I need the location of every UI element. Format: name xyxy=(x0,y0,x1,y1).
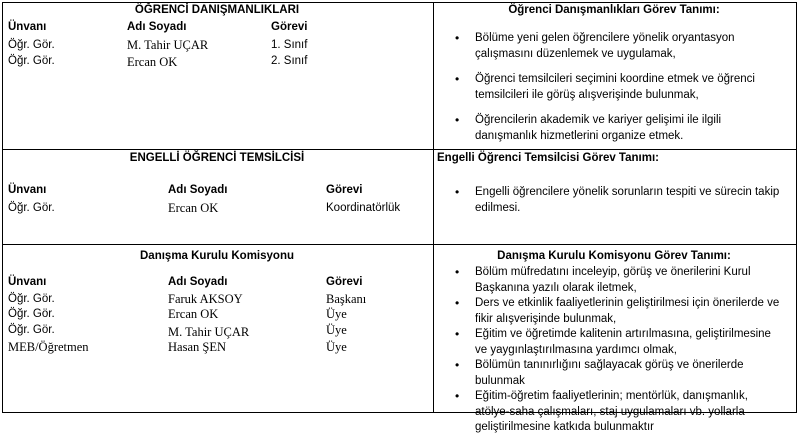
s3-duty-title: Danışma Kurulu Komisyonu Görev Tanımı: xyxy=(497,250,731,262)
advisory-board-title: Danışma Kurulu Komisyonu xyxy=(140,250,294,262)
s1-row2-name: Ercan OK xyxy=(127,55,178,69)
student-advisory-title: ÖĞRENCİ DANIŞMANLIKLARI xyxy=(134,4,300,16)
s2-duty-list xyxy=(475,184,780,216)
s2-row1-role: Koordinatörlük xyxy=(326,202,401,214)
s3-duty-item: • Bölümün tanınırlığını sağlayacak görüş ve önerilerde bulunmak xyxy=(475,358,780,389)
s1-row1-name: M. Tahir UÇAR xyxy=(127,38,209,52)
s1-header-title: Ünvanı xyxy=(8,21,47,33)
s3-row4-title: MEB/Öğretmen xyxy=(8,340,89,354)
s1-duty-item: • Öğrenci temsilcileri seçimini koordine etmek ve öğrenci temsilcileri ile görüş alışverişinde bulunmak, xyxy=(475,71,780,103)
s3-header-role: Görevi xyxy=(326,276,363,288)
s1-header-name: Adı Soyadı xyxy=(127,21,187,33)
s3-row1-role: Başkanı xyxy=(326,292,367,306)
s1-row1-role: 1. Sınıf xyxy=(271,39,308,51)
s3-row3-name: M. Tahir UÇAR xyxy=(168,325,250,339)
s1-duty-list xyxy=(475,30,780,144)
s3-duty-item: • Bölüm müfredatını inceleyip, görüş ve önerilerini Kurul Başkanına yazılı olarak iletmek, xyxy=(475,265,780,296)
s3-header-title: Ünvanı xyxy=(8,276,47,288)
s1-row2-title: Öğr. Gör. xyxy=(8,55,55,67)
s1-row2-role: 2. Sınıf xyxy=(271,55,308,67)
s1-duty-item: • Bölüme yeni gelen öğrencilere yönelik oryantasyon çalışmasını düzenlemek ve uygulamak, xyxy=(475,30,780,62)
s1-row1-title: Öğr. Gör. xyxy=(8,39,55,51)
s2-header-title: Ünvanı xyxy=(8,184,47,196)
s2-duty-title: Engelli Öğrenci Temsilcisi Görev Tanımı: xyxy=(437,152,659,164)
s3-row1-title: Öğr. Gör. xyxy=(8,293,55,305)
s2-header-role: Görevi xyxy=(326,184,363,196)
s3-duty-item: • Eğitim ve öğretimde kalitenin artırılmasına, geliştirilmesine ve yaygınlaştırılmasına yardımcı olmak, xyxy=(475,327,780,358)
s2-row1-title: Öğr. Gör. xyxy=(8,202,55,214)
s1-duty-title: Öğrenci Danışmanlıkları Görev Tanımı: xyxy=(508,4,720,16)
s3-row2-role: Üye xyxy=(326,307,347,321)
column-divider xyxy=(433,3,434,412)
s3-row2-name: Ercan OK xyxy=(168,307,219,321)
row-divider-1 xyxy=(3,149,796,150)
s3-header-name: Adı Soyadı xyxy=(168,276,228,288)
disabled-student-rep-title: ENGELLİ ÖĞRENCİ TEMSİLCİSİ xyxy=(129,152,305,164)
s2-header-name: Adı Soyadı xyxy=(168,184,228,196)
s3-duty-list xyxy=(475,265,780,436)
s2-row1-name: Ercan OK xyxy=(168,201,219,215)
s3-row2-title: Öğr. Gör. xyxy=(8,308,55,320)
s3-row3-title: Öğr. Gör. xyxy=(8,324,55,336)
s1-header-role: Görevi xyxy=(271,21,308,33)
s3-row4-role: Üye xyxy=(326,340,347,354)
s3-duty-item: • Eğitim-öğretim faaliyetlerinin; mentörlük, danışmanlık, atölye-saha çalışmaları, staj uygulamaları vb. yollarla geliştirilmesine katkıda bulunmaktır xyxy=(475,389,780,436)
s3-duty-item: • Ders ve etkinlik faaliyetlerinin geliştirilmesi için önerilerde ve fikir alışverişinde bulunmak, xyxy=(475,296,780,327)
s3-row1-name: Faruk AKSOY xyxy=(168,292,243,306)
s2-duty-item: • Engelli öğrencilere yönelik sorunların tespiti ve sürecin takip edilmesi. xyxy=(475,184,780,216)
s3-row4-name: Hasan ŞEN xyxy=(168,340,226,354)
row-divider-2 xyxy=(3,244,796,245)
s3-row3-role: Üye xyxy=(326,323,347,337)
s1-duty-item: • Öğrencilerin akademik ve kariyer gelişimi ile ilgili danışmanlık hizmetlerini organize etmek. xyxy=(475,112,780,144)
